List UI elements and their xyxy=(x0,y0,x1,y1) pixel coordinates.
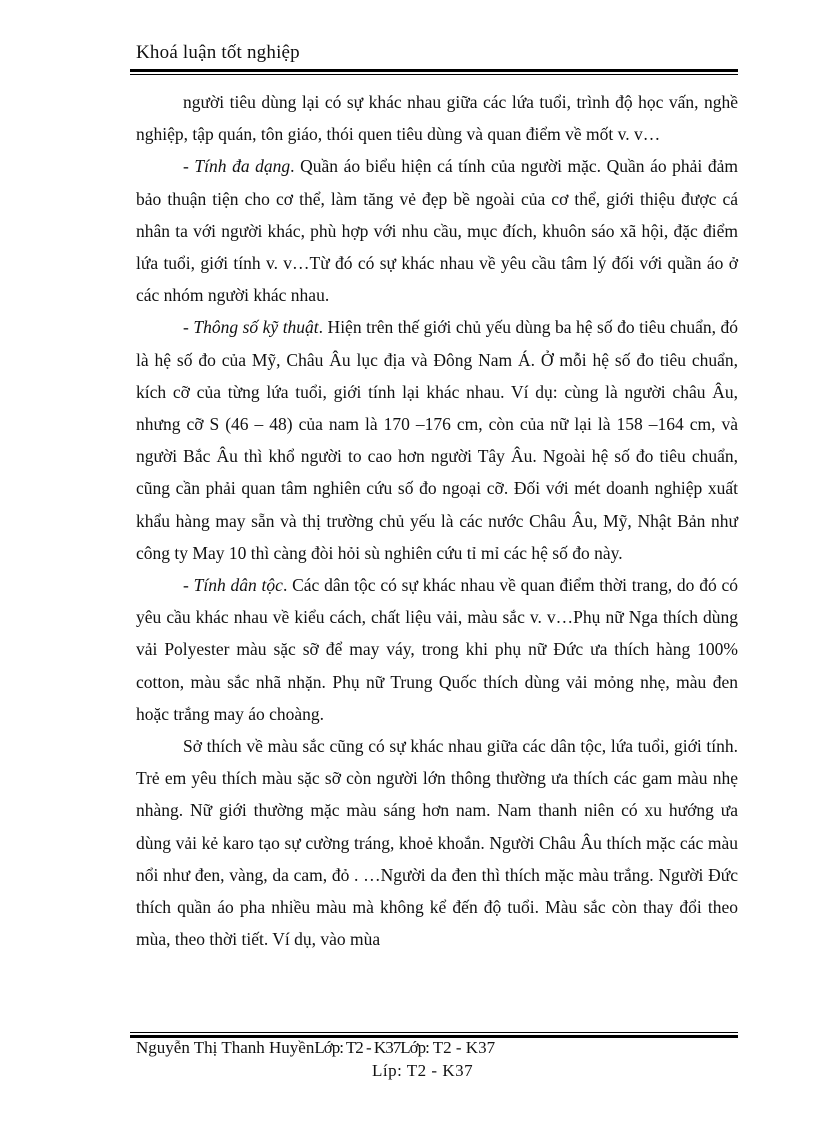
footer-class-overlap: Lớp: xyxy=(400,1038,429,1057)
paragraph-2-term: Tính đa dạng xyxy=(194,156,291,177)
paragraph-2-prefix: - xyxy=(183,156,195,177)
footer-author-line xyxy=(136,1038,495,1058)
paragraph-4-term: Tính dân tộc xyxy=(193,575,283,596)
footer-class-label: Lớp: T2 - K37 xyxy=(314,1038,401,1057)
paragraph-2-text: . Quần áo biểu hiện cá tính của người mặc. Quần áo phải đảm bảo thuận tiện cho cơ thể, làm tăng vẻ đẹp bề ngoài của cơ thể, giới thiệu được cá nhân ta với người khác, phù hợp với nhu cầu, mục đích, khuôn sáo xã hội, đặc điểm lứa tuổi, giới tính v. v…Từ đó có sự khác nhau về yêu cầu tâm lý đối với quần áo ở các nhóm người khác nhau. xyxy=(136,156,738,306)
page-header-title: Khoá luận tốt nghiệp xyxy=(136,42,300,63)
paragraph-3-text: . Hiện trên thế giới chủ yếu dùng ba hệ số đo tiêu chuẩn, đó là hệ số đo của Mỹ, Châu Âu lục địa và Đông Nam Á. Ở mỗi hệ số đo tiêu chuẩn, kích cỡ của từng lứa tuổi, giới tính lại khác nhau. Ví dụ: cùng là người châu Âu, nhưng cỡ S (46 – 48) của nam là 170 –176 cm, còn của nữ lại là 158 –164 cm, và người Bắc Âu thì khổ người to cao hơn người Tây Âu. Ngoài hệ số đo tiêu chuẩn, cũng cần phải quan tâm nghiên cứu số đo ngoại cỡ. Đối với mét doanh nghiệp xuất khẩu hàng may sẵn và thị trường chủ yếu là các nước Châu Âu, Mỹ, Nhật Bản như công ty May 10 thì càng đòi hỏi sù nghiên cứu tỉ mỉ các hệ số đo này. xyxy=(136,317,738,563)
paragraph-5: Sở thích về màu sắc cũng có sự khác nhau giữa các dân tộc, lứa tuổi, giới tính. Trẻ em yêu thích màu sặc sỡ còn người lớn thông thường ưa thích các gam màu nhẹ nhàng. Nữ giới thường mặc màu sáng hơn nam. Nam thanh niên có xu hướng ưa dùng vải kẻ karo tạo sự cường tráng, khoẻ khoắn. Người Châu Âu thích mặc các màu nổi như đen, vàng, da cam, đỏ . …Người da đen thì thích mặc màu trắng. Người Đức thích quần áo pha nhiều màu mà không kể đến độ tuổi. Màu sắc còn thay đổi theo mùa, theo thời tiết. Ví dụ, vào mùa xyxy=(136,736,738,950)
paragraph-3-term: Thông số kỹ thuật xyxy=(193,317,319,338)
header-rule-thick xyxy=(130,69,738,72)
paragraph-3-prefix: - xyxy=(183,317,194,338)
paragraph-2 xyxy=(136,150,738,311)
paragraph-4-prefix: - xyxy=(183,575,194,596)
header-rule-thin xyxy=(130,74,738,75)
paragraph-4 xyxy=(136,569,738,730)
footer-author-name: Nguyễn Thị Thanh Huyền xyxy=(136,1038,315,1057)
document-body xyxy=(136,86,738,955)
paragraph-1: người tiêu dùng lại có sự khác nhau giữa các lứa tuổi, trình độ học vấn, nghề nghiệp, tập quán, tôn giáo, thói quen tiêu dùng và quan điểm về mốt v. v… xyxy=(136,92,738,145)
paragraph-4-text: . Các dân tộc có sự khác nhau về quan điểm thời trang, do đó có yêu cầu khác nhau về kiểu cách, chất liệu vải, màu sắc v. v…Phụ nữ Nga thích dùng vải Polyester màu sặc sỡ để may váy, trong khi phụ nữ Đức ưa thích hàng 100% cotton, màu sắc nhã nhặn. Phụ nữ Trung Quốc thích dùng vải mỏng nhẹ, màu đen hoặc trắng may áo choàng. xyxy=(136,575,738,724)
footer-class-label-2: T2 - K37 xyxy=(428,1038,496,1057)
footer-class-line: Líp: T2 - K37 xyxy=(372,1061,474,1080)
footer-rule-thin xyxy=(130,1032,738,1033)
paragraph-3 xyxy=(136,311,738,569)
